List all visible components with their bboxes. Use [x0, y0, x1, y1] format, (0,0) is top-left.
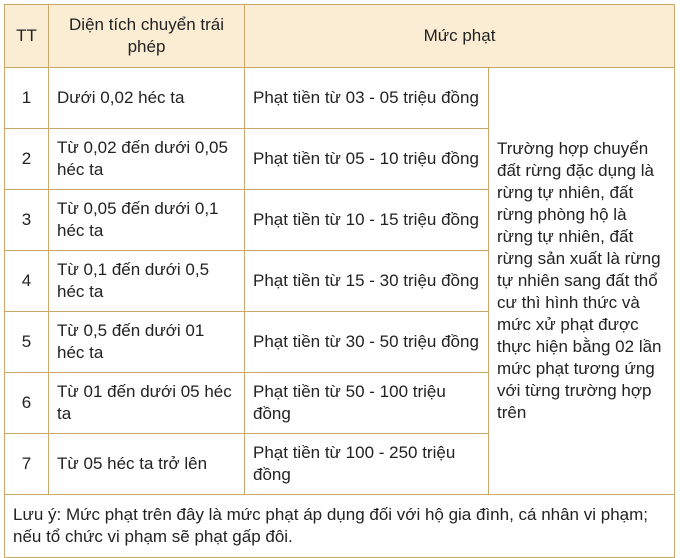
row-fine: Phạt tiền từ 10 - 15 triệu đồng — [245, 190, 489, 251]
row-fine: Phạt tiền từ 03 - 05 triệu đồng — [245, 68, 489, 129]
row-number: 2 — [5, 129, 49, 190]
row-fine: Phạt tiền từ 100 - 250 triệu đồng — [245, 434, 489, 495]
row-area: Dưới 0,02 héc ta — [49, 68, 245, 129]
row-area: Từ 0,5 đến dưới 01 héc ta — [49, 312, 245, 373]
row-area: Từ 0,05 đến dưới 0,1 héc ta — [49, 190, 245, 251]
row-number: 7 — [5, 434, 49, 495]
row-number: 4 — [5, 251, 49, 312]
row-area: Từ 0,02 đến dưới 0,05 héc ta — [49, 129, 245, 190]
row-fine: Phạt tiền từ 50 - 100 triệu đồng — [245, 373, 489, 434]
row-area: Từ 05 héc ta trở lên — [49, 434, 245, 495]
row-area: Từ 0,1 đến dưới 0,5 héc ta — [49, 251, 245, 312]
row-number: 3 — [5, 190, 49, 251]
header-row — [5, 5, 675, 68]
header-tt: TT — [5, 5, 49, 68]
fine-table — [4, 4, 675, 558]
header-fine: Mức phạt — [245, 5, 675, 68]
footnote-row — [5, 495, 675, 558]
row-area: Từ 01 đến dưới 05 héc ta — [49, 373, 245, 434]
row-fine: Phạt tiền từ 30 - 50 triệu đồng — [245, 312, 489, 373]
footnote: Lưu ý: Mức phạt trên đây là mức phạt áp dụng đối với hộ gia đình, cá nhân vi phạm; nếu tổ chức vi phạm sẽ phạt gấp đôi. — [5, 495, 675, 558]
row-number: 5 — [5, 312, 49, 373]
row-fine: Phạt tiền từ 15 - 30 triệu đồng — [245, 251, 489, 312]
row-fine: Phạt tiền từ 05 - 10 triệu đồng — [245, 129, 489, 190]
side-note: Trường hợp chuyển đất rừng đặc dụng là rừng tự nhiên, đất rừng phòng hộ là rừng tự nhiên, đất rừng sản xuất là rừng tự nhiên sang đất thổ cư thì hình thức và mức xử phạt được thực hiện bằng 02 lần mức phạt tương ứng với từng trường hợp trên — [489, 68, 675, 495]
fine-table-container — [4, 4, 674, 558]
header-area: Diện tích chuyển trái phép — [49, 5, 245, 68]
row-number: 1 — [5, 68, 49, 129]
table-row — [5, 68, 675, 129]
row-number: 6 — [5, 373, 49, 434]
